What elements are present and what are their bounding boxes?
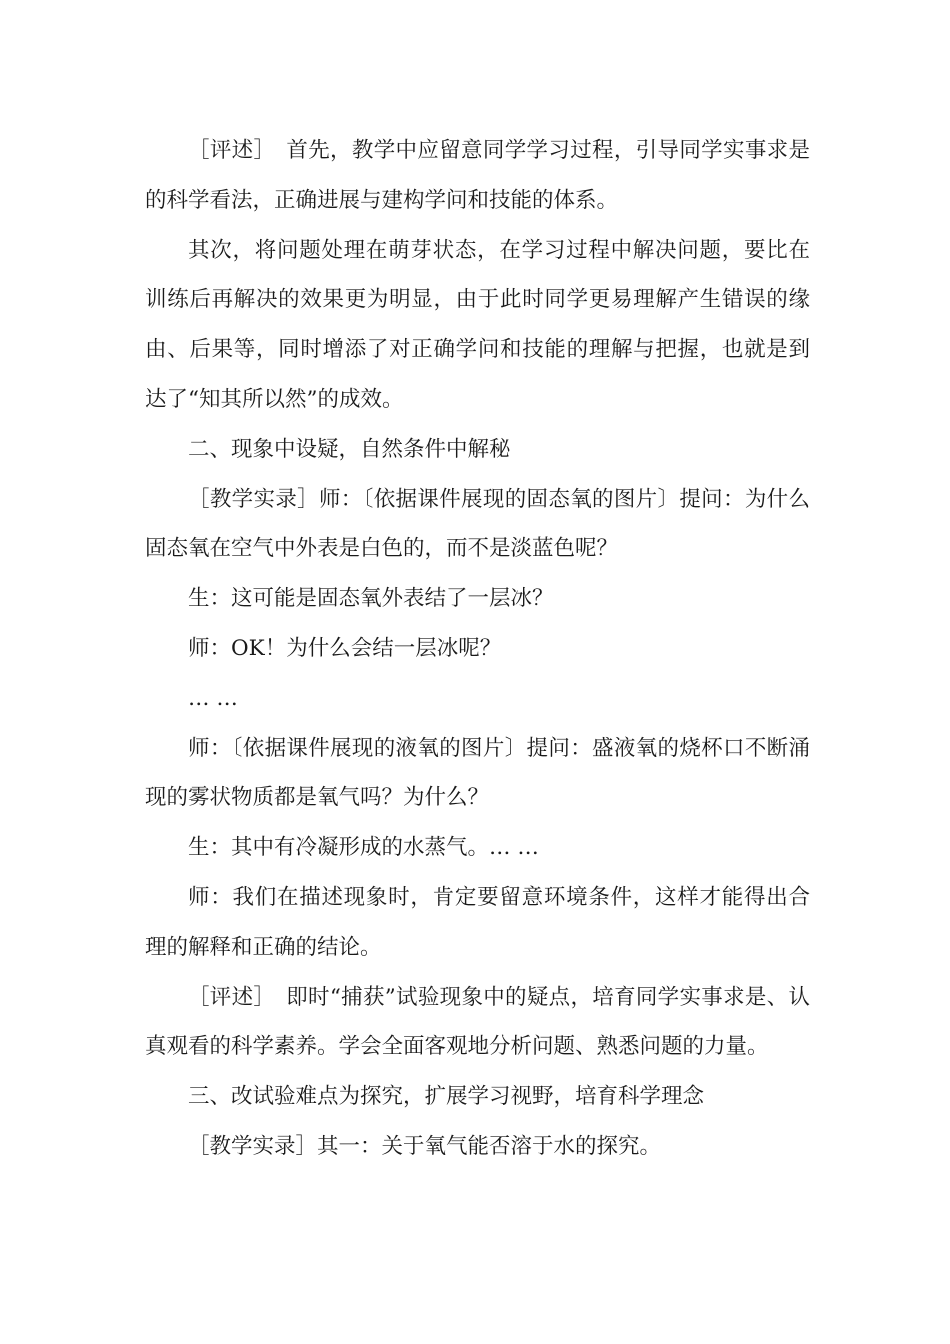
paragraph-student-answer-1: 生：这可能是固态氧外表结了一层冰？ [188,586,554,612]
paragraph-teacher-followup-1: 师：OK！为什么会结一层冰呢？ [188,635,502,661]
paragraph-comment-1-continued: 其次，将问题处理在萌芽状态，在学习过程中解决问题，要比在训练后再解决的效果更为明显，由于此时同学更易理解产生错误的缘由、后果等，同时增添了对正确学问和技能的理解与把握，也就是到达了“知其所以然”的成效。 [145,237,810,412]
document-body [145,126,810,1172]
section-heading-3: 三、改试验难点为探究，扩展学习视野，培育科学理念 [188,1084,705,1110]
paragraph-comment-1: ［评述］ 首先，教学中应留意同学学习过程，引导同学实事求是的科学看法，正确进展与建构学问和技能的体系。 [145,138,810,213]
paragraph-ellipsis-1: … … [188,685,238,711]
paragraph-student-answer-2: 生：其中有冷凝形成的水蒸气。… … [188,835,539,861]
paragraph-teacher-question-2: 师：〔依据课件展现的液氧的图片〕提问：盛液氧的烧杯口不断涌现的雾状物质都是氧气吗？为什么？ [145,735,810,811]
paragraph-teacher-question-1: ［教学实录］师：〔依据课件展现的固态氧的图片〕提问：为什么固态氧在空气中外表是白色的，而不是淡蓝色呢？ [145,486,810,562]
paragraph-teaching-record-3: ［教学实录］其一：关于氧气能否溶于水的探究。 [188,1133,662,1159]
paragraph-comment-2: ［评述］ 即时“捕获”试验现象中的疑点，培育同学实事求是、认真观看的科学素养。学会全面客观地分析问题、熟悉问题的力量。 [145,984,810,1060]
section-heading-2: 二、现象中设疑，自然条件中解秘 [188,436,511,462]
paragraph-teacher-conclusion: 师：我们在描述现象时，肯定要留意环境条件，这样才能得出合理的解释和正确的结论。 [145,884,810,960]
